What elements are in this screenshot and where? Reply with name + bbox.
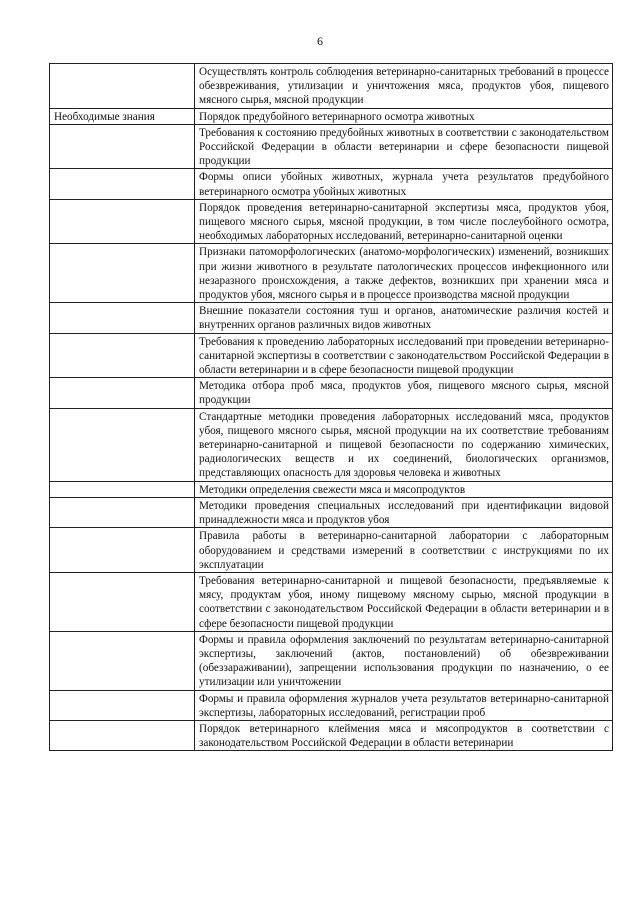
requirement-text: Внешние показатели состояния туш и органов, анатомические различия костей и внутренних органов различных видов животных [195,303,613,333]
row-label [50,169,195,199]
requirement-text: Формы и правила оформления заключений по результатам ветеринарно-санитарной экспертизы, заключений (актов, постановлений) об обезвреживании (обеззараживании), запрещении использования продукции по назначению, о ее утилизации или уничтожении [195,631,613,690]
requirement-text: Методики проведения специальных исследований при идентификации видовой принадлежности мяса и продуктов убоя [195,497,613,527]
requirement-text: Требования к проведению лабораторных исследований при проведении ветеринарно-санитарной экспертизы в соответствии с законодательством Российской Федерации в области ветеринарии и в сфере безопасности пищевой продукции [195,333,613,378]
page-number: 6 [317,34,323,48]
requirement-text: Порядок проведения ветеринарно-санитарной экспертизы мяса, продуктов убоя, пищевого мясного сырья, мясной продукции, в том числе послеубойного осмотра, необходимых лабораторных исследований, ветеринарно-санитарной оценки [195,199,613,244]
row-label [50,378,195,408]
table-row [50,124,613,169]
requirement-text: Порядок предубойного ветеринарного осмотра животных [195,108,613,124]
row-label [50,572,195,631]
table-row [50,333,613,378]
table-row [50,481,613,497]
requirement-text: Методика отбора проб мяса, продуктов убоя, пищевого мясного сырья, мясной продукции [195,378,613,408]
table-row [50,572,613,631]
requirement-text: Требования к состоянию предубойных животных в соответствии с законодательством Российской Федерации в области ветеринарии и сфере безопасности пищевой продукции [195,124,613,169]
requirement-text: Формы и правила оформления журналов учета результатов ветеринарно-санитарной экспертизы, лабораторных исследований, регистрации проб [195,690,613,720]
table-row [50,497,613,527]
requirement-text: Стандартные методики проведения лабораторных исследований мяса, продуктов убоя, пищевого мясного сырья, мясной продукции на их соответствие требованиям ветеринарно-санитарной и пищевой безопасности по содержанию химических, радиологических веществ и их соединений, биологических организмов, представляющих опасность для здоровья человека и животных [195,408,613,481]
row-label [50,690,195,720]
row-label [50,64,195,109]
table-row [50,303,613,333]
table-row [50,631,613,690]
table-row [50,720,613,750]
table-row [50,64,613,109]
requirement-text: Признаки патоморфологических (анатомо-морфологических) изменений, возникших при жизни животного в результате патологических процессов инфекционного или незаразного происхождения, а также дефектов, возникших при хранении мяса и продуктов убоя, мясного сырья и в процессе производства мясной продукции [195,244,613,303]
table-row [50,528,613,573]
row-label [50,408,195,481]
table-row [50,378,613,408]
row-label [50,244,195,303]
row-label [50,199,195,244]
row-label [50,303,195,333]
table-row [50,199,613,244]
row-label [50,481,195,497]
row-label [50,333,195,378]
table-row [50,169,613,199]
requirement-text: Правила работы в ветеринарно-санитарной лаборатории с лабораторным оборудованием и средствами измерений в соответствии с инструкциями по их эксплуатации [195,528,613,573]
row-label [50,497,195,527]
table-row [50,244,613,303]
row-label [50,528,195,573]
row-label [50,631,195,690]
requirement-text: Методики определения свежести мяса и мясопродуктов [195,481,613,497]
requirement-text: Формы описи убойных животных, журнала учета результатов предубойного ветеринарного осмотра убойных животных [195,169,613,199]
row-label [50,720,195,750]
requirement-text: Требования ветеринарно-санитарной и пищевой безопасности, предъявляемые к мясу, продуктам убоя, иному пищевому мясному сырью, мясной продукции в соответствии с законодательством Российской Федерации в области ветеринарии и в сфере безопасности пищевой продукции [195,572,613,631]
table-row [50,408,613,481]
requirement-text: Осуществлять контроль соблюдения ветеринарно-санитарных требований в процессе обезвреживания, утилизации и уничтожения мяса, продуктов убоя, пищевого мясного сырья, мясной продукции [195,64,613,109]
row-label [50,124,195,169]
section-label: Необходимые знания [50,108,195,124]
requirements-table [49,63,613,751]
table-row [50,690,613,720]
requirement-text: Порядок ветеринарного клеймения мяса и мясопродуктов в соответствии с законодательством Российской Федерации в области ветеринарии [195,720,613,750]
table-row [50,108,613,124]
